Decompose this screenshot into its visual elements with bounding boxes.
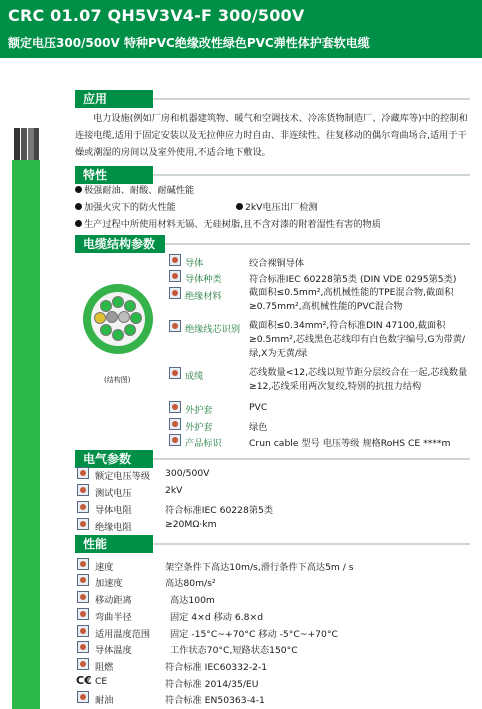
cable-illustration — [12, 58, 40, 709]
performance-value: 符合标准 EN50363-4-1 — [165, 695, 265, 706]
sheath-color-icon — [169, 418, 181, 430]
marking-icon — [169, 434, 181, 446]
speed-icon — [77, 558, 89, 570]
performance-value: 符合标准 2014/35/EU — [165, 679, 259, 690]
feature-item: 生产过程中所使用材料无镉、无硅树脂,且不含对漆的附着湿性有害的物质 — [75, 216, 381, 230]
conductor-icon — [169, 254, 181, 266]
sheath-material-icon — [169, 401, 181, 413]
performance-value: 工作状态70°C,短路状态150°C — [170, 645, 298, 656]
temperature-range-icon — [77, 625, 89, 637]
core — [94, 312, 106, 324]
flame-retardant-icon — [77, 658, 89, 670]
performance-value: 高达80m/s² — [165, 578, 216, 589]
electrical-value: 2kV — [165, 485, 183, 496]
core — [112, 296, 124, 308]
section-title-performance: 性能 — [75, 535, 153, 553]
electrical-label: 绝缘电阻 — [95, 522, 132, 533]
application-text: 电力设施(例如厂房和机器建筑物、暖气和空调技术、冷冻货物制造厂、冷藏库等)中的控制和连接电缆,适用于固定安装以及无拉伸应力时自由、非连续性、往复移动的偶尔弯曲场合,适用于干燥或潮湿的房间以及室外使用,不适合地下敷设。 — [75, 113, 468, 158]
section-title-electrical: 电气参数 — [75, 450, 153, 468]
voltage-icon — [77, 467, 89, 479]
structure-label: 导体 — [185, 258, 204, 269]
performance-value: 高达100m — [170, 595, 215, 606]
structure-label: 外护套 — [185, 422, 213, 433]
core — [124, 324, 136, 336]
bend-radius-icon — [77, 608, 89, 620]
performance-value: 固定 4×d 移动 6.8×d — [170, 612, 264, 623]
cable-jacket — [12, 160, 40, 709]
cable-cross-section-diagram — [83, 284, 153, 354]
structure-value: 绞合裸铜导体 — [249, 258, 305, 269]
performance-label: 导体温度 — [95, 645, 132, 656]
structure-value: 绿色 — [249, 422, 268, 433]
structure-value: 符合标准IEC 60228第5类 (DIN VDE 0295第5类) — [249, 274, 457, 285]
electrical-value: 符合标准IEC 60228第5类 — [165, 505, 274, 516]
conductor-temperature-icon — [77, 641, 89, 653]
product-subtitle: 额定电压300/500V 特种PVC绝缘改性绿色PVC弹性体护套软电缆 — [8, 36, 370, 50]
bullet-icon — [75, 186, 82, 193]
performance-label: 阻燃 — [95, 662, 114, 673]
performance-label: 移动距离 — [95, 595, 132, 606]
bullet-icon — [75, 203, 82, 210]
section-title-features: 特性 — [75, 166, 153, 184]
section-divider — [153, 174, 470, 176]
feature-item: 极强耐油、耐酸、耐碱性能 — [75, 182, 194, 196]
structure-label: 成缆 — [185, 371, 204, 382]
electrical-label: 测试电压 — [95, 488, 132, 499]
section-divider — [165, 243, 470, 245]
insulation-icon — [169, 287, 181, 299]
diagram-caption: (结构图) — [104, 376, 131, 384]
bullet-icon — [236, 203, 243, 210]
performance-label: 耐油 — [95, 695, 114, 706]
electrical-label: 导体电阻 — [95, 505, 132, 516]
ce-mark-icon: C€ — [76, 674, 92, 687]
core — [106, 311, 118, 323]
core — [112, 329, 124, 341]
structure-label: 产品标识 — [185, 438, 222, 449]
section-divider — [153, 98, 470, 100]
oil-resistance-icon — [77, 691, 89, 703]
structure-value: 截面积≤0.34mm²,符合标准DIN 47100,截面积≥0.5mm²,芯线黑色芯线印有白色数字编号,G为带黄/绿,X为无黄/绿 — [249, 320, 466, 359]
section-title-application: 应用 — [75, 90, 153, 108]
core — [124, 300, 136, 312]
electrical-value: ≥20MΩ·km — [165, 519, 217, 530]
electrical-label: 额定电压等级 — [95, 471, 151, 482]
feature-item: 加强火灾下的防火性能 — [75, 199, 176, 213]
performance-label: 速度 — [95, 562, 114, 573]
product-title: CRC 01.07 QH5V3V4-F 300/500V — [8, 6, 305, 25]
performance-label: 弯曲半径 — [95, 612, 132, 623]
structure-label: 外护套 — [185, 405, 213, 416]
structure-value: Crun cable 型号 电压等级 规格RoHS CE ****m — [249, 438, 451, 449]
insulation-resistance-icon — [77, 518, 89, 530]
core — [130, 312, 142, 324]
performance-label: CE — [95, 676, 108, 687]
structure-value: 芯线数量<12,芯线以短节距分层绞合在一起,芯线数量≥12,芯线采用两次复绞,特别的抗扭力结构 — [249, 367, 468, 392]
structure-label: 绝缘材料 — [185, 291, 222, 302]
stranding-icon — [169, 367, 181, 379]
electrical-value: 300/500V — [165, 468, 210, 479]
core — [118, 311, 130, 323]
structure-label: 导体种类 — [185, 274, 222, 285]
performance-label: 加速度 — [95, 578, 123, 589]
structure-value: PVC — [249, 402, 268, 413]
core — [100, 324, 112, 336]
conductor-type-icon — [169, 270, 181, 282]
acceleration-icon — [77, 574, 89, 586]
core-id-icon — [169, 320, 181, 332]
section-divider — [153, 458, 470, 460]
bullet-icon — [75, 220, 82, 227]
test-voltage-icon — [77, 484, 89, 496]
section-divider — [153, 543, 470, 545]
page-header — [0, 0, 482, 58]
structure-value: 截面积≤0.5mm²,高机械性能的TPE混合物,截面积≥0.75mm²,高机械性能的PVC混合物 — [249, 287, 454, 312]
performance-label: 适用温度范围 — [95, 629, 151, 640]
performance-value: 符合标准 IEC60332-2-1 — [165, 662, 268, 673]
performance-value: 架空条件下高达10m/s,滑行条件下高达5m / s — [165, 562, 354, 573]
performance-value: 固定 -15°C~+70°C 移动 -5°C~+70°C — [170, 629, 338, 640]
travel-distance-icon — [77, 591, 89, 603]
feature-item: 2kV电压出厂检测 — [236, 199, 318, 213]
resistance-icon — [77, 501, 89, 513]
section-title-structure: 电缆结构参数 — [75, 235, 165, 253]
structure-label: 绝缘线芯识别 — [185, 324, 241, 335]
